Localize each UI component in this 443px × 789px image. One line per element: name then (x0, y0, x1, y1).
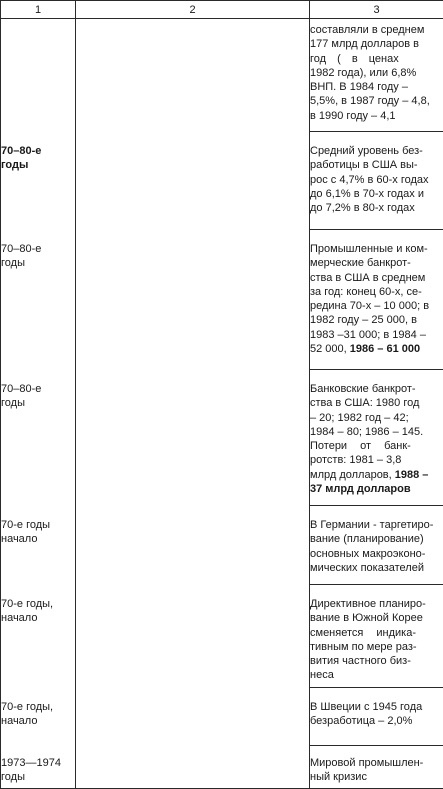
period-cell (1, 370, 76, 506)
header-col3: 3 (310, 1, 443, 19)
event-cell (310, 688, 443, 746)
event-cell (310, 585, 443, 688)
event-line: Банковские банкрот- (310, 382, 443, 396)
event-line: мических показателей (310, 561, 443, 575)
event-cell (310, 19, 443, 132)
event-line: мерческие банкрот- (310, 256, 443, 270)
period-line: 1973—1974 (1, 756, 75, 770)
header-col1: 1 (1, 1, 76, 19)
event-line: вание (планирование) (310, 532, 443, 546)
event-highlight: 37 млрд долларов (310, 483, 411, 495)
empty-cell (76, 19, 310, 132)
empty-cell (76, 585, 310, 688)
event-line: сменяется индика- (310, 626, 443, 640)
period-line: 70-е годы, (1, 597, 75, 611)
header-row (1, 1, 443, 19)
event-line: до 7,2% в 80-х годах (310, 201, 443, 215)
event-line (310, 468, 443, 482)
period-line: начало (1, 611, 75, 625)
event-line: ства в США в среднем (310, 271, 443, 285)
event-line: основных макроэконо- (310, 547, 443, 561)
event-cell (310, 746, 443, 789)
period-line: 70–80-е (1, 382, 75, 396)
event-text: 52 000, (310, 343, 350, 355)
period-line: 70–80-е (1, 144, 75, 158)
event-line: 5,5%, в 1987 году – 4,8, (310, 94, 443, 108)
event-line: составляли в среднем (310, 23, 443, 37)
table-row (1, 506, 443, 585)
period-line: 70-е годы, (1, 700, 75, 714)
event-line: Потери от банк- (310, 439, 443, 453)
event-line: Директивное планиро- (310, 597, 443, 611)
event-line: 1984 – 80; 1986 – 145. (310, 425, 443, 439)
period-cell (1, 688, 76, 746)
period-line: начало (1, 532, 75, 546)
event-line: вития частного биз- (310, 654, 443, 668)
period-cell (1, 506, 76, 585)
event-cell (310, 506, 443, 585)
event-highlight: 1986 – 61 000 (350, 343, 420, 355)
event-line: 1982 году – 25 000, в (310, 313, 443, 327)
period-cell (1, 230, 76, 370)
event-line: 1983 –31 000; в 1984 – (310, 328, 443, 342)
event-line: ротств: 1981 – 3,8 (310, 453, 443, 467)
table-row (1, 688, 443, 746)
period-line: 70-е годы (1, 518, 75, 532)
event-line: в 1990 году – 4,1 (310, 109, 443, 123)
event-line: Промышленные и ком- (310, 242, 443, 256)
event-line (310, 342, 443, 356)
event-line: тивным по мере раз- (310, 640, 443, 654)
empty-cell (76, 370, 310, 506)
event-line: безработица – 2,0% (310, 714, 443, 728)
table-row (1, 132, 443, 230)
table-row (1, 746, 443, 789)
empty-cell (76, 746, 310, 789)
empty-cell (76, 230, 310, 370)
event-line: В Швеции с 1945 года (310, 700, 443, 714)
event-line: рос с 4,7% в 60-х годах (310, 173, 443, 187)
event-line (310, 482, 443, 496)
empty-cell (76, 132, 310, 230)
event-cell (310, 132, 443, 230)
period-cell (1, 19, 76, 132)
event-line: за год: конец 60-х, се- (310, 285, 443, 299)
event-line: 1982 года), или 6,8% (310, 66, 443, 80)
event-line: Мировой промышлен- (310, 756, 443, 770)
table-row (1, 370, 443, 506)
period-cell (1, 132, 76, 230)
event-cell (310, 230, 443, 370)
table-row (1, 230, 443, 370)
event-line: вание в Южной Корее (310, 611, 443, 625)
event-line: ВНП. В 1984 году – (310, 80, 443, 94)
event-line: 177 млрд долларов в (310, 37, 443, 51)
period-cell (1, 585, 76, 688)
period-cell (1, 746, 76, 789)
event-text: млрд долларов, (310, 469, 395, 481)
period-line: годы (1, 256, 75, 270)
event-line: ный кризис (310, 770, 443, 784)
empty-cell (76, 688, 310, 746)
period-line: годы (1, 396, 75, 410)
event-line: редина 70-х – 10 000; в (310, 299, 443, 313)
table-row (1, 585, 443, 688)
event-line: ства в США: 1980 год (310, 396, 443, 410)
empty-cell (76, 506, 310, 585)
table-row (1, 19, 443, 132)
event-line: – 20; 1982 год – 42; (310, 411, 443, 425)
event-line: Средний уровень без- (310, 144, 443, 158)
event-highlight: 1988 – (395, 469, 429, 481)
period-line: годы (1, 158, 75, 172)
period-line: 70–80-е (1, 242, 75, 256)
event-cell (310, 370, 443, 506)
event-line: неса (310, 668, 443, 682)
event-line: работицы в США вы- (310, 158, 443, 172)
period-line: годы (1, 770, 75, 784)
event-line: В Германии - таргетиро- (310, 518, 443, 532)
event-line: до 6,1% в 70-х годах и (310, 187, 443, 201)
event-line: год ( в ценах (310, 52, 443, 66)
header-col2: 2 (76, 1, 310, 19)
period-line: начало (1, 714, 75, 728)
